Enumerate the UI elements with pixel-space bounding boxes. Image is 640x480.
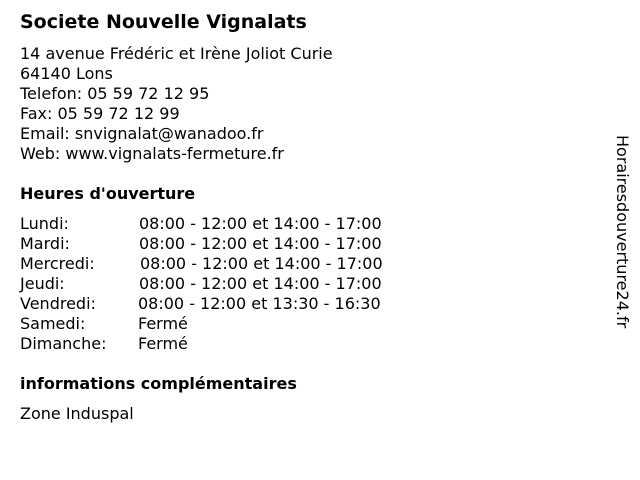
extra-info-heading: informations complémentaires — [20, 374, 297, 393]
time-value: 08:00 - 12:00 et 14:00 - 17:00 — [139, 214, 382, 233]
time-value: 08:00 - 12:00 et 14:00 - 17:00 — [140, 254, 383, 273]
phone-number: Telefon: 05 59 72 12 95 — [20, 84, 210, 103]
time-value: 08:00 - 12:00 et 13:30 - 16:30 — [138, 294, 381, 313]
site-watermark: Horairesdouverture24.fr — [613, 135, 632, 329]
hours-heading: Heures d'ouverture — [20, 184, 196, 203]
day-label: Vendredi: — [20, 294, 96, 313]
address-line-2: 64140 Lons — [20, 64, 113, 83]
extra-info-text: Zone Induspal — [20, 404, 134, 423]
fax-number: Fax: 05 59 72 12 99 — [20, 104, 180, 123]
day-label: Lundi: — [20, 214, 69, 233]
time-value: 08:00 - 12:00 et 14:00 - 17:00 — [139, 274, 382, 293]
email-address: Email: snvignalat@wanadoo.fr — [20, 124, 264, 143]
time-value: Fermé — [138, 314, 188, 333]
website-address: Web: www.vignalats-fermeture.fr — [20, 144, 284, 163]
time-value: Fermé — [138, 334, 188, 353]
day-label: Mardi: — [20, 234, 70, 253]
business-name: Societe Nouvelle Vignalats — [20, 11, 307, 33]
address-line-1: 14 avenue Frédéric et Irène Joliot Curie — [20, 44, 333, 63]
contact-block — [20, 44, 333, 164]
day-label: Dimanche: — [20, 334, 107, 353]
day-label: Samedi: — [20, 314, 86, 333]
time-value: 08:00 - 12:00 et 14:00 - 17:00 — [139, 234, 382, 253]
day-label: Mercredi: — [20, 254, 95, 273]
day-label: Jeudi: — [20, 274, 65, 293]
